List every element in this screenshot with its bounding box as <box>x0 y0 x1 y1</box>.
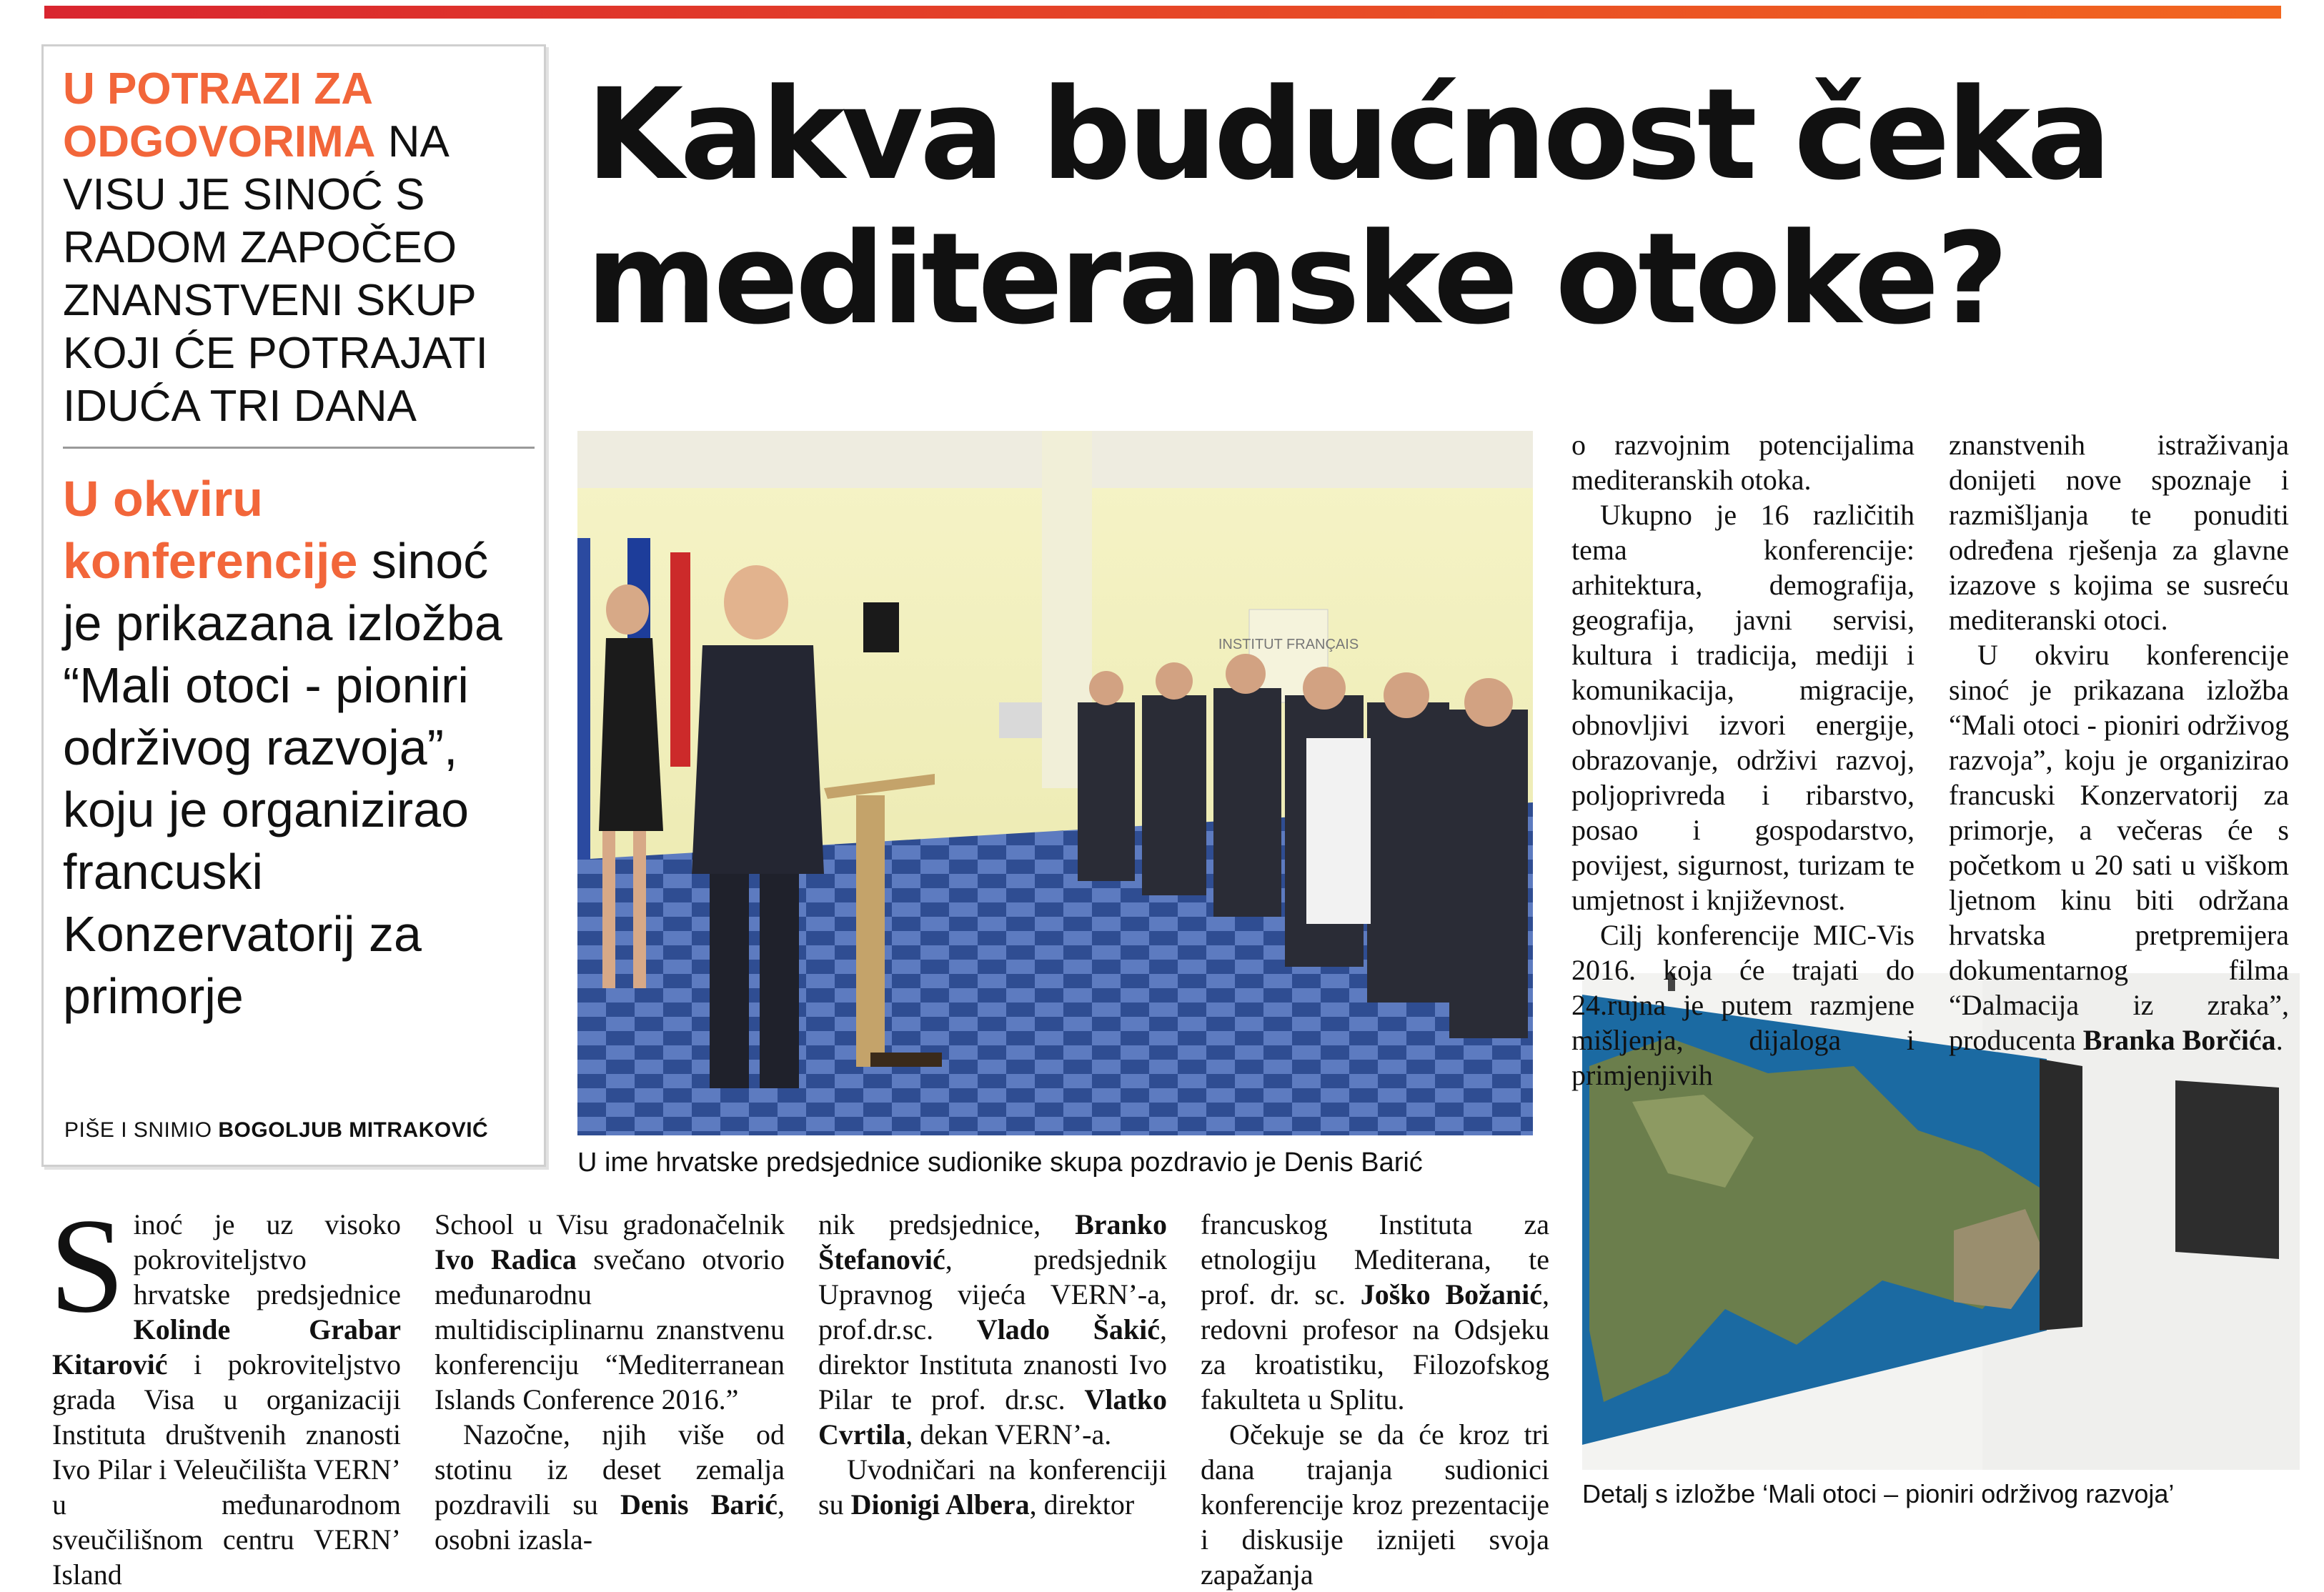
top-accent-bar <box>44 6 2281 19</box>
text: , dekan VERN’-a. <box>905 1418 1112 1451</box>
byline-prefix: PIŠE I SNIMIO <box>64 1118 212 1142</box>
person-name: Vlado Šakić <box>976 1313 1160 1345</box>
kicker-highlight: U POTRAZI ZA ODGOVORIMA <box>63 64 376 166</box>
sidebar-divider <box>63 447 535 449</box>
paragraph: Cilj konferencije MIC-Vis 2016. koja će trajati do 24.rujna je putem razmjene mišljenja, dijaloga i primjenjivih <box>1571 919 1915 1091</box>
text: , osobni izasla- <box>434 1488 785 1556</box>
person-name: Branko Štefanović <box>818 1208 1167 1275</box>
headline: Kakva budućnost čeka mediteranske otoke? <box>586 61 2108 352</box>
sidebar-lead <box>63 468 527 1028</box>
paragraph <box>1201 1207 1549 1417</box>
paragraph: o razvojnim potencijalima mediteranskih otoka. <box>1571 429 1915 496</box>
byline-author: BOGOLJUB MITRAKOVIĆ <box>218 1118 489 1142</box>
article-column-1 <box>49 1191 401 1592</box>
article-column-right-1 <box>1571 427 1915 1093</box>
conference-photo <box>577 431 1533 1135</box>
text: , predsjednik Upravnog vijeća VERN’-a, prof.dr.sc. <box>818 1243 1167 1345</box>
paragraph <box>818 1207 1167 1452</box>
lead-text: sinoć je prikazana izložba “Mali otoci - pioniri održivog razvoja”, koju je organizirao francuski Konzervatorij za primorje <box>63 533 502 1024</box>
person-name: Ivo Radica <box>434 1243 577 1275</box>
text: svečano otvorio međunarodnu multidisciplinarnu znanstvenu konferenciju “Mediterranean Islands Conference 2016.” <box>434 1243 785 1416</box>
exhibit-photo-caption: Detalj s izložbe ‘Mali otoci – pioniri održivog razvoja’ <box>1582 1479 2175 1508</box>
text: U okviru konferencije sinoć je prikazana izložba “Mali otoci - pioniri održivog razvoja”, koju je organizirao francuski Konzervatorij za primorje, a večeras će s početkom u 20 sati u viškom ljetnom kinu biti održana hrvatska pretpremijera dokumentarnog filma “Dalmacija iz zraka”, producenta <box>1949 639 2289 1056</box>
text: inoć je uz visoko pokroviteljstvo hrvatske predsjednice <box>133 1208 401 1310</box>
paragraph <box>1949 637 2289 1058</box>
text: , direktor <box>1029 1488 1135 1521</box>
article-column-2 <box>434 1207 785 1557</box>
sidebar-kicker <box>63 63 520 433</box>
lead-highlight: U okviru konferencije <box>63 471 358 589</box>
article-column-4 <box>1201 1207 1549 1592</box>
main-photo-caption: U ime hrvatske predsjednice sudionike skupa pozdravio je Denis Barić <box>577 1148 1423 1178</box>
text: Uvodničari na konferenciji su <box>818 1453 1167 1521</box>
drop-cap: S <box>49 1191 125 1341</box>
paragraph <box>434 1417 785 1557</box>
text: School u Visu gradonačelnik <box>434 1208 785 1240</box>
paragraph: znanstvenih istraživanja donijeti nove spoznaje i razmišljanja te ponuditi određena rješenja za glavne izazove s kojima se susreću mediteranski otoci. <box>1949 429 2289 636</box>
text: . <box>2275 1024 2283 1056</box>
person-name: Joško Božanić <box>1360 1278 1542 1310</box>
article-column-3 <box>818 1207 1167 1522</box>
paragraph <box>434 1207 785 1417</box>
text: nik predsjednice, <box>818 1208 1041 1240</box>
person-name: Kolinde Grabar Kitarović <box>52 1313 401 1380</box>
person-name: Denis Barić <box>620 1488 778 1521</box>
text: francuskog Instituta za etnologiju Mediterana, te prof. dr. sc. <box>1201 1208 1549 1310</box>
person-name: Vlatko Cvrtila <box>818 1383 1167 1451</box>
person-name: Branka Borčića <box>2082 1024 2276 1056</box>
text: , direktor Instituta znanosti Ivo Pilar te prof. dr.sc. <box>818 1313 1167 1416</box>
paragraph <box>818 1452 1167 1522</box>
person-name: Dionigi Albera <box>850 1488 1030 1521</box>
kicker-text: NA VISU JE SINOĆ S RADOM ZAPOČEO ZNANSTVENI SKUP KOJI ĆE POTRAJATI IDUĆA TRI DANA <box>63 117 488 431</box>
paragraph: Očekuje se da će kroz tri dana trajanja sudionici konferencije kroz prezentacije i diskusije iznijeti svoja zapažanja <box>1201 1418 1549 1591</box>
text: Nazočne, njih više od stotinu iz deset zemalja pozdravili su <box>434 1418 785 1521</box>
text: , redovni profesor na Odsjeku za kroatistiku, Filozofskog fakulteta u Splitu. <box>1201 1278 1549 1416</box>
byline <box>64 1118 488 1143</box>
article-column-right-2 <box>1949 427 2289 1058</box>
text: i pokroviteljstvo grada Visa u organizaciji Instituta društvenih znanosti Ivo Pilar i Veleučilišta VERN’ u međunarodnom sveučilišnom centru VERN’ Island <box>52 1348 401 1591</box>
institut-sign: INSTITUT FRANÇAIS <box>1218 637 1359 652</box>
paragraph: Ukupno je 16 različitih tema konferencije: arhitektura, demografija, geografija, javni servisi, kultura i tradicija, mediji i komunikacija, migracije, obnovljivi izvori energije, obrazovanje, održivi razvoj, poljoprivreda i ribarstvo, posao i gospodarstvo, povijest, sigurnost, turizam te umjetnost i književnost. <box>1571 499 1915 916</box>
